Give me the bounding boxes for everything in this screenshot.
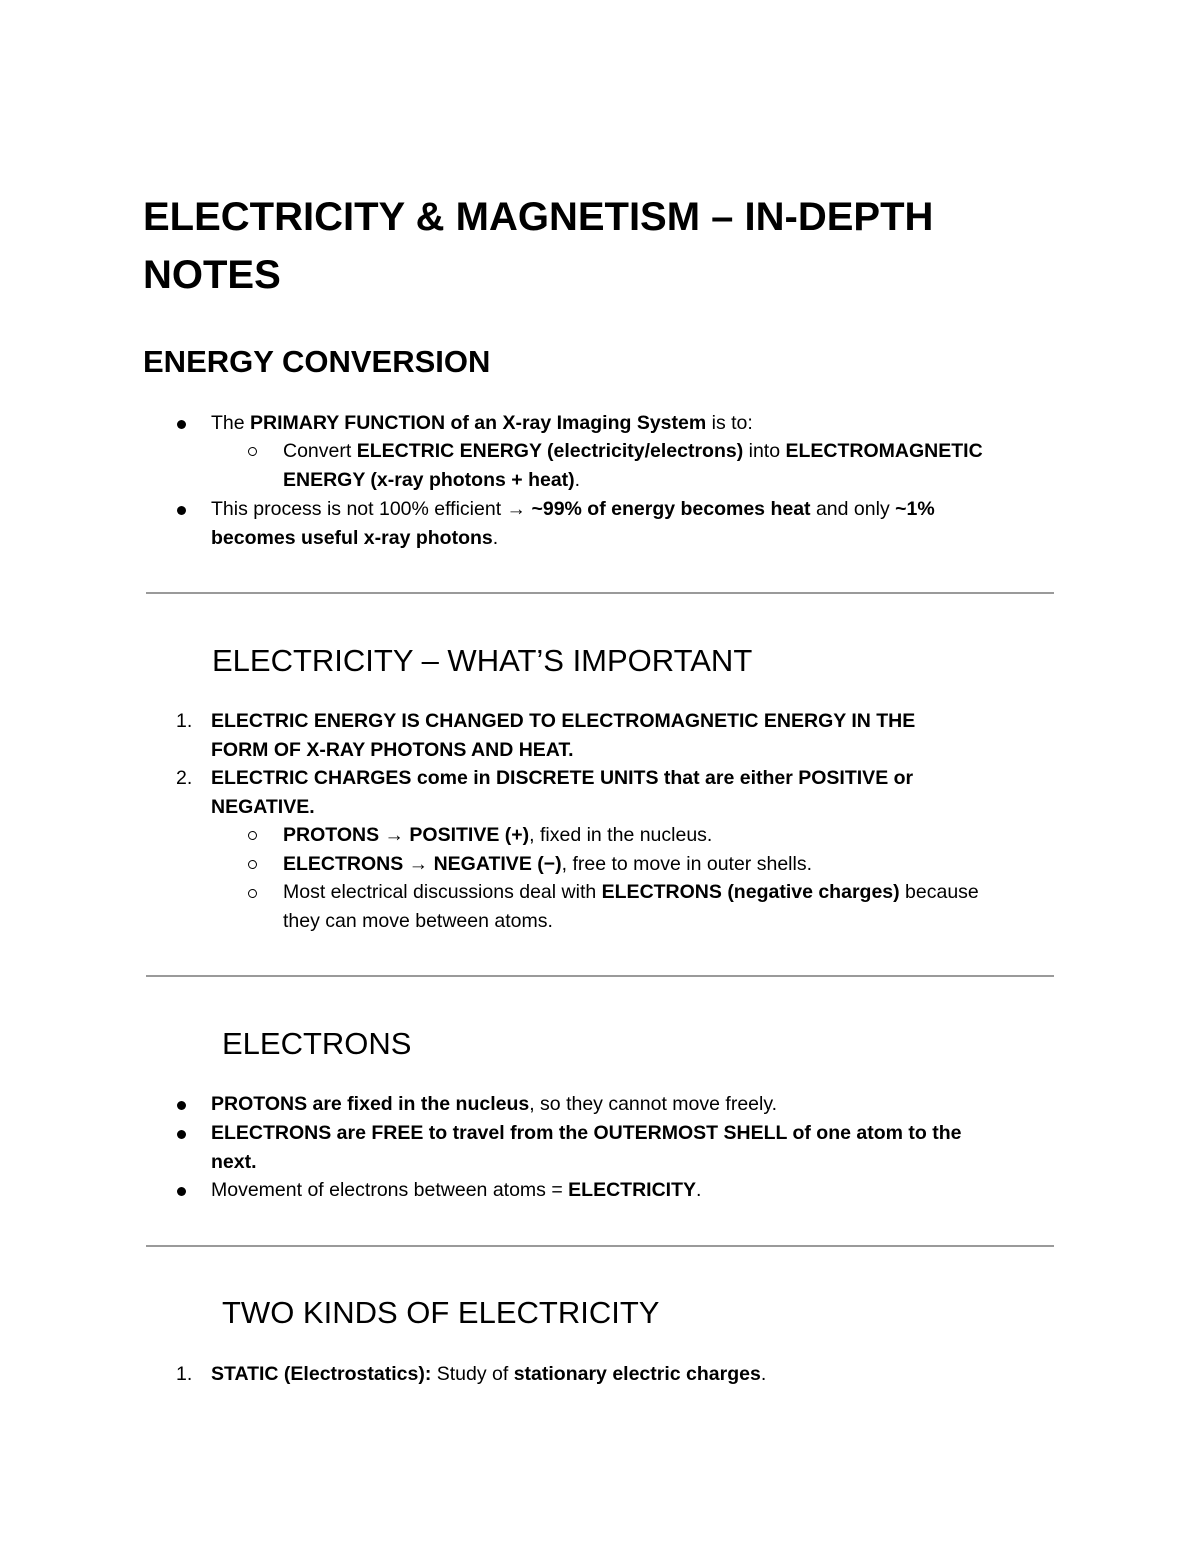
- list-item: STATIC (Electrostatics): Study of stationary electric charges.: [211, 1363, 767, 1385]
- list-item: The PRIMARY FUNCTION of an X-ray Imaging System is to:: [211, 412, 753, 434]
- list-item: Movement of electrons between atoms = ELECTRICITY.: [211, 1179, 702, 1201]
- section-heading-two-kinds: TWO KINDS OF ELECTRICITY: [222, 1295, 660, 1330]
- list-item: ELECTRONS are FREE to travel from the OUTERMOST SHELL of one atom to the: [211, 1122, 962, 1144]
- bullet-circle-icon: [248, 447, 257, 456]
- section-heading-energy-conversion: ENERGY CONVERSION: [143, 344, 491, 379]
- list-item: ELECTRIC CHARGES come in DISCRETE UNITS that are either POSITIVE or: [211, 767, 914, 789]
- bullet-disc-icon: [177, 506, 186, 515]
- list-item: PROTONS → POSITIVE (+), fixed in the nucleus.: [283, 824, 713, 846]
- horizontal-divider: [146, 975, 1054, 977]
- horizontal-divider: [146, 1245, 1054, 1247]
- list-item: Convert ELECTRIC ENERGY (electricity/electrons) into ELECTROMAGNETIC: [283, 440, 983, 462]
- list-item-continuation: NEGATIVE.: [211, 796, 315, 818]
- list-item: ELECTRIC ENERGY IS CHANGED TO ELECTROMAGNETIC ENERGY IN THE: [211, 710, 916, 732]
- section-heading-electrons: ELECTRONS: [222, 1026, 412, 1061]
- bullet-circle-icon: [248, 831, 257, 840]
- bullet-disc-icon: [177, 1101, 186, 1110]
- horizontal-divider: [146, 592, 1054, 594]
- bullet-disc-icon: [177, 1187, 186, 1196]
- list-number: 2.: [176, 767, 193, 789]
- list-item-continuation: ENERGY (x-ray photons + heat).: [283, 469, 581, 491]
- bullet-circle-icon: [248, 889, 257, 898]
- bullet-disc-icon: [177, 420, 186, 429]
- list-item-continuation: next.: [211, 1151, 257, 1173]
- bullet-disc-icon: [177, 1130, 186, 1139]
- section-heading-electricity-important: ELECTRICITY – WHAT’S IMPORTANT: [212, 643, 753, 678]
- list-number: 1.: [176, 1363, 193, 1385]
- list-number: 1.: [176, 710, 193, 732]
- list-item: PROTONS are fixed in the nucleus, so they cannot move freely.: [211, 1093, 778, 1115]
- list-item: ELECTRONS → NEGATIVE (−), free to move in outer shells.: [283, 853, 812, 875]
- list-item: This process is not 100% efficient → ~99% of energy becomes heat and only ~1%: [211, 498, 935, 520]
- list-item: Most electrical discussions deal with ELECTRONS (negative charges) because: [283, 881, 979, 903]
- list-item-continuation: they can move between atoms.: [283, 910, 553, 932]
- bullet-circle-icon: [248, 860, 257, 869]
- page-title: ELECTRICITY & MAGNETISM – IN-DEPTH NOTES: [143, 195, 934, 297]
- list-item-continuation: becomes useful x-ray photons.: [211, 527, 499, 549]
- list-item-continuation: FORM OF X-RAY PHOTONS AND HEAT.: [211, 739, 574, 761]
